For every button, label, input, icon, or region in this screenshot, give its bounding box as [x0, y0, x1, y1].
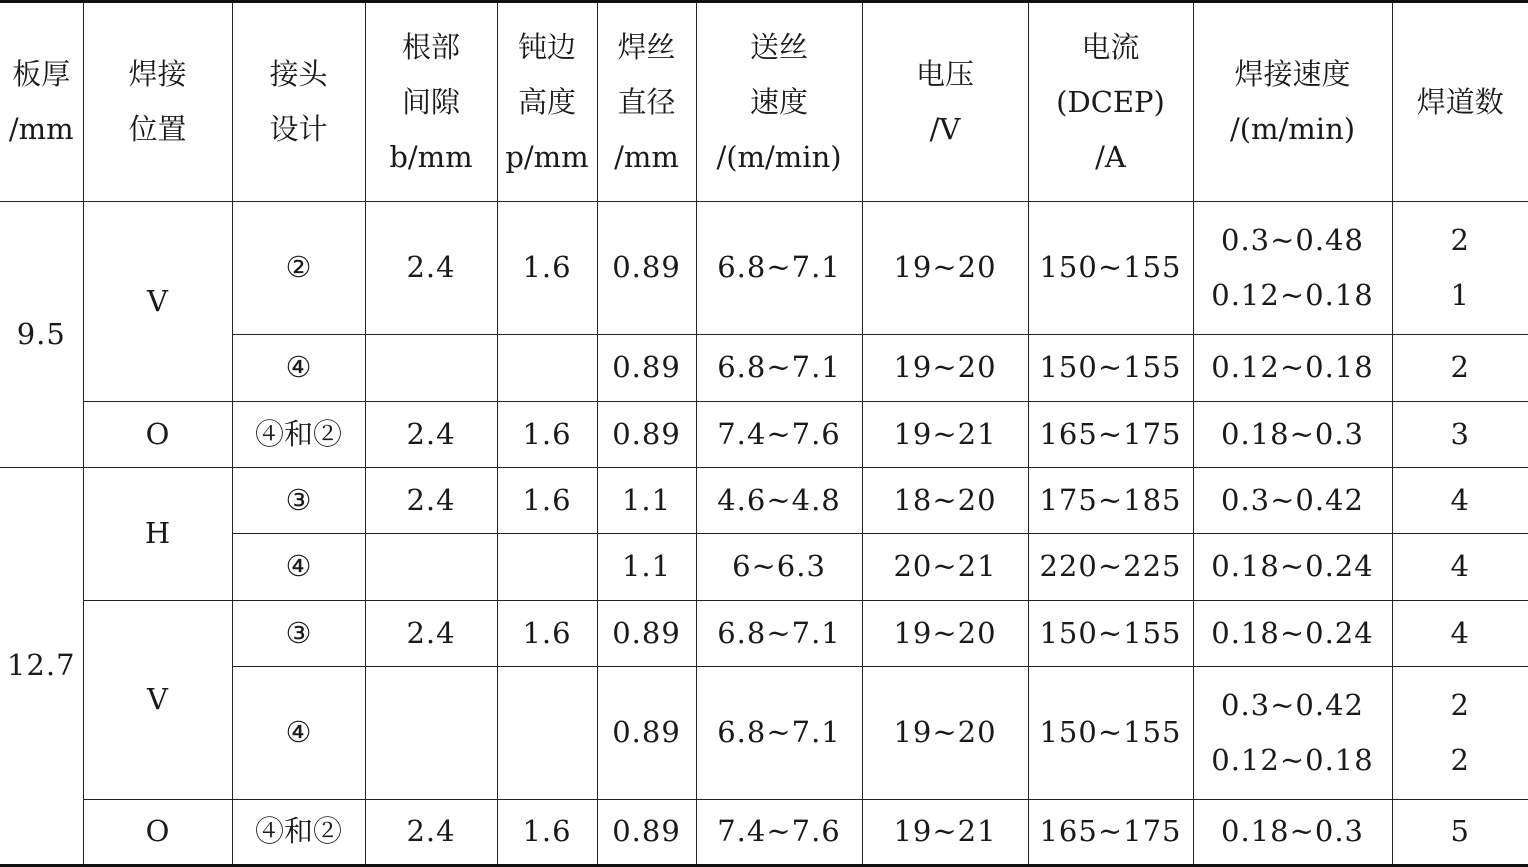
wire-dia-cell: 0.89 — [597, 800, 696, 866]
speed-cell: 0.12~0.18 — [1193, 335, 1392, 402]
passes-value: 2 — [1393, 678, 1528, 733]
root-face-cell: 1.6 — [497, 601, 597, 667]
feed-cell: 6.8~7.1 — [696, 202, 862, 335]
gap-cell — [365, 667, 497, 800]
root-face-cell — [497, 667, 597, 800]
wire-dia-cell: 1.1 — [597, 468, 696, 534]
thickness-cell: 9.5 — [0, 202, 83, 468]
header-thickness: 板厚 /mm — [0, 2, 83, 202]
speed-cell: 0.18~0.24 — [1193, 534, 1392, 601]
joint-cell: ④ — [232, 667, 365, 800]
wire-dia-cell: 0.89 — [597, 601, 696, 667]
header-wire-diameter: 焊丝 直径 /mm — [597, 2, 696, 202]
current-cell: 150~155 — [1028, 667, 1193, 800]
speed-value: 0.12~0.18 — [1194, 268, 1392, 323]
speed-cell: 0.3~0.42 — [1193, 468, 1392, 534]
feed-cell: 4.6~4.8 — [696, 468, 862, 534]
current-cell: 165~175 — [1028, 402, 1193, 468]
position-cell: O — [83, 800, 232, 866]
current-cell: 150~155 — [1028, 202, 1193, 335]
current-cell: 150~155 — [1028, 601, 1193, 667]
passes-cell: 3 — [1392, 402, 1528, 468]
joint-cell: ③ — [232, 468, 365, 534]
position-cell: H — [83, 468, 232, 601]
current-cell: 175~185 — [1028, 468, 1193, 534]
table-row — [0, 601, 1528, 667]
voltage-cell: 19~20 — [862, 202, 1028, 335]
header-travel-speed: 焊接速度 /(m/min) — [1193, 2, 1392, 202]
voltage-cell: 19~20 — [862, 335, 1028, 402]
feed-cell: 7.4~7.6 — [696, 800, 862, 866]
speed-cell: 0.18~0.3 — [1193, 800, 1392, 866]
wire-dia-cell: 0.89 — [597, 667, 696, 800]
root-face-cell: 1.6 — [497, 202, 597, 335]
voltage-cell: 18~20 — [862, 468, 1028, 534]
wire-dia-cell: 0.89 — [597, 402, 696, 468]
header-joint-design: 接头 设计 — [232, 2, 365, 202]
header-row — [0, 2, 1528, 202]
header-current: 电流 (DCEP) /A — [1028, 2, 1193, 202]
voltage-cell: 19~21 — [862, 402, 1028, 468]
current-cell: 150~155 — [1028, 335, 1193, 402]
speed-value: 0.3~0.48 — [1194, 213, 1392, 268]
root-face-cell: 1.6 — [497, 468, 597, 534]
voltage-cell: 20~21 — [862, 534, 1028, 601]
table-row — [0, 468, 1528, 534]
passes-cell: 4 — [1392, 534, 1528, 601]
gap-cell: 2.4 — [365, 202, 497, 335]
joint-cell: ④ — [232, 335, 365, 402]
speed-cell: 0.18~0.3 — [1193, 402, 1392, 468]
passes-value: 2 — [1393, 213, 1528, 268]
passes-cell — [1392, 667, 1528, 800]
gap-cell: 2.4 — [365, 468, 497, 534]
speed-cell — [1193, 202, 1392, 335]
header-root-face: 钝边 高度 p/mm — [497, 2, 597, 202]
root-face-cell: 1.6 — [497, 800, 597, 866]
speed-cell — [1193, 667, 1392, 800]
current-cell: 220~225 — [1028, 534, 1193, 601]
voltage-cell: 19~20 — [862, 667, 1028, 800]
joint-cell: ④和② — [232, 402, 365, 468]
header-voltage: 电压 /V — [862, 2, 1028, 202]
joint-cell: ② — [232, 202, 365, 335]
gap-cell: 2.4 — [365, 402, 497, 468]
gap-cell: 2.4 — [365, 800, 497, 866]
passes-cell: 5 — [1392, 800, 1528, 866]
feed-cell: 6.8~7.1 — [696, 601, 862, 667]
speed-value: 0.12~0.18 — [1194, 733, 1392, 788]
joint-cell: ④和② — [232, 800, 365, 866]
feed-cell: 6.8~7.1 — [696, 667, 862, 800]
wire-dia-cell: 0.89 — [597, 335, 696, 402]
joint-cell: ③ — [232, 601, 365, 667]
header-root-gap: 根部 间隙 b/mm — [365, 2, 497, 202]
feed-cell: 6~6.3 — [696, 534, 862, 601]
speed-cell: 0.18~0.24 — [1193, 601, 1392, 667]
root-face-cell — [497, 335, 597, 402]
root-face-cell: 1.6 — [497, 402, 597, 468]
passes-cell: 4 — [1392, 601, 1528, 667]
header-pass-count: 焊道数 — [1392, 2, 1528, 202]
gap-cell — [365, 534, 497, 601]
thickness-cell: 12.7 — [0, 468, 83, 866]
root-face-cell — [497, 534, 597, 601]
speed-value: 0.3~0.42 — [1194, 678, 1392, 733]
gap-cell: 2.4 — [365, 601, 497, 667]
table-row — [0, 402, 1528, 468]
position-cell: O — [83, 402, 232, 468]
wire-dia-cell: 0.89 — [597, 202, 696, 335]
passes-cell — [1392, 202, 1528, 335]
voltage-cell: 19~21 — [862, 800, 1028, 866]
position-cell: V — [83, 601, 232, 800]
passes-cell: 4 — [1392, 468, 1528, 534]
voltage-cell: 19~20 — [862, 601, 1028, 667]
header-wire-feed-speed: 送丝 速度 /(m/min) — [696, 2, 862, 202]
passes-value: 1 — [1393, 268, 1528, 323]
current-cell: 165~175 — [1028, 800, 1193, 866]
position-cell: V — [83, 202, 232, 402]
wire-dia-cell: 1.1 — [597, 534, 696, 601]
table-row — [0, 202, 1528, 335]
table-row — [0, 800, 1528, 866]
header-position: 焊接 位置 — [83, 2, 232, 202]
feed-cell: 6.8~7.1 — [696, 335, 862, 402]
gap-cell — [365, 335, 497, 402]
feed-cell: 7.4~7.6 — [696, 402, 862, 468]
joint-cell: ④ — [232, 534, 365, 601]
passes-value: 2 — [1393, 733, 1528, 788]
passes-cell: 2 — [1392, 335, 1528, 402]
